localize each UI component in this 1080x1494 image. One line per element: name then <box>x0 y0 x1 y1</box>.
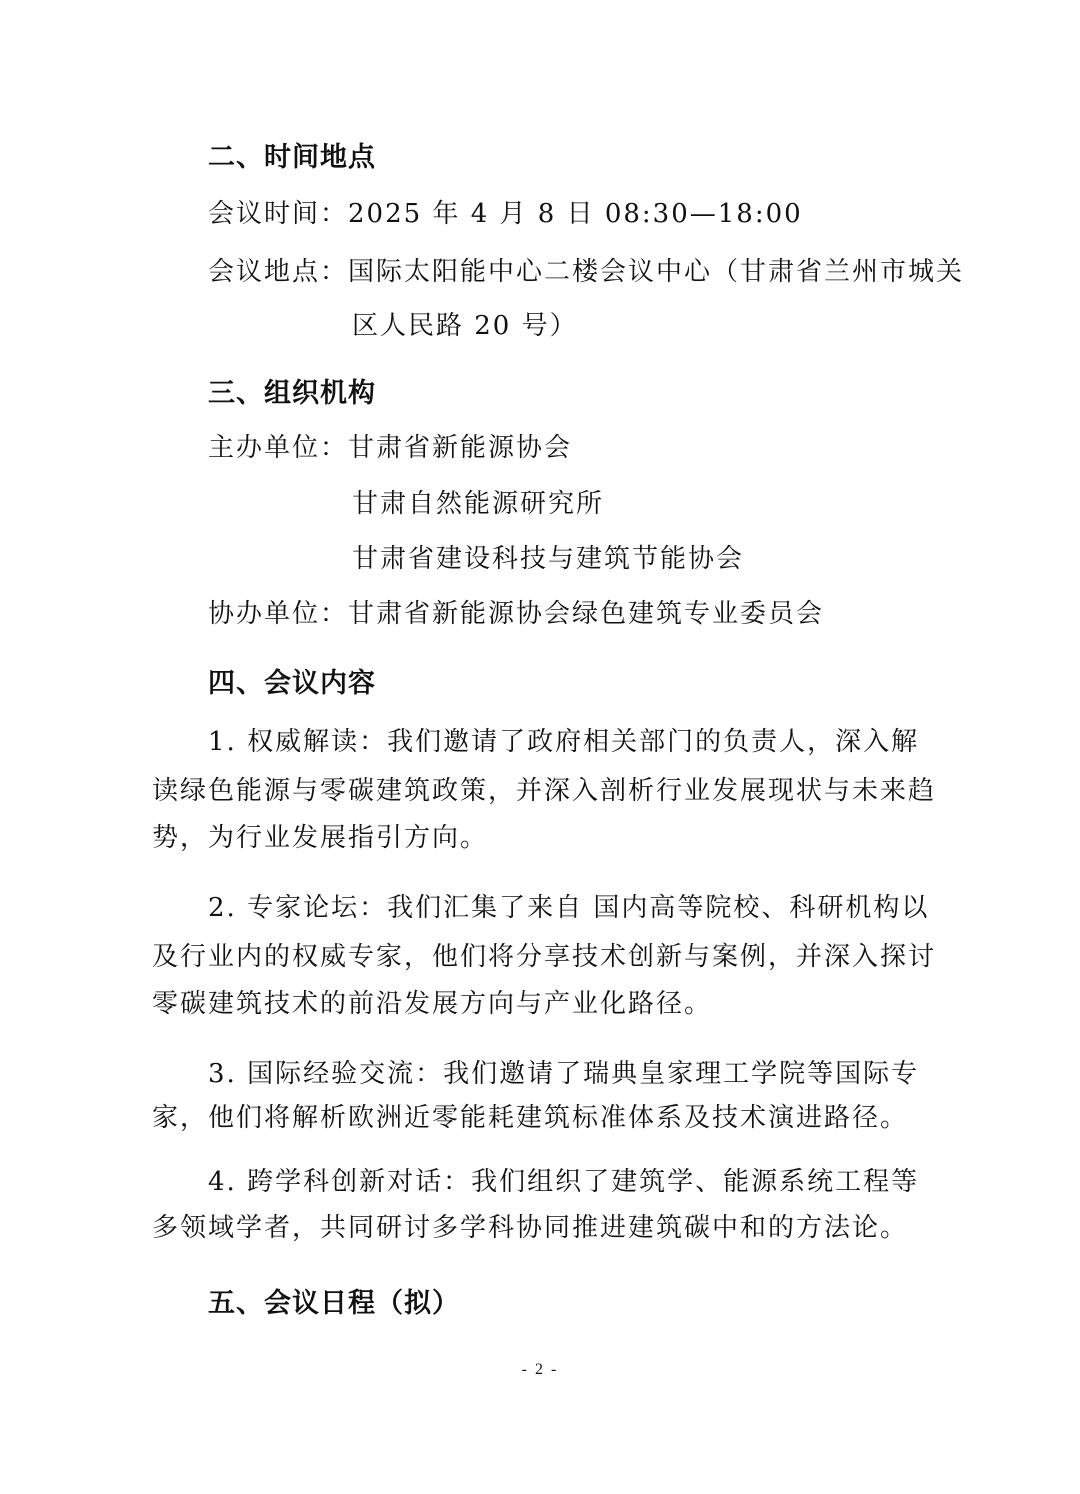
content-item-2-line1: 2. 专家论坛：我们汇集了来自 国内高等院校、科研机构以 <box>208 893 930 923</box>
content-item-1-line3: 势，为行业发展指引方向。 <box>152 823 489 853</box>
content-item-4-line1: 4. 跨学科创新对话：我们组织了建筑学、能源系统工程等 <box>208 1167 920 1197</box>
content-item-4-line2: 多领域学者，共同研讨多学科协同推进建筑碳中和的方法论。 <box>152 1213 909 1243</box>
content-item-2-line2: 及行业内的权威专家，他们将分享技术创新与案例，并深入探讨 <box>152 942 937 972</box>
meeting-place-line2: 区人民路 20 号） <box>352 311 578 341</box>
section-heading-schedule: 五、会议日程（拟） <box>208 1288 460 1319</box>
co-host-unit: 协办单位：甘肃省新能源协会绿色建筑专业委员会 <box>208 599 825 629</box>
meeting-place-line1: 会议地点：国际太阳能中心二楼会议中心（甘肃省兰州市城关 <box>208 257 965 287</box>
meeting-time: 会议时间：2025 年 4 月 8 日 08:30—18:00 <box>208 199 803 229</box>
content-item-2-line3: 零碳建筑技术的前沿发展方向与产业化路径。 <box>152 989 713 1019</box>
host-unit-1: 主办单位：甘肃省新能源协会 <box>208 433 573 463</box>
host-unit-2: 甘肃自然能源研究所 <box>352 489 605 519</box>
page-number: - 2 - <box>521 1361 559 1378</box>
content-item-3-line1: 3. 国际经验交流：我们邀请了瑞典皇家理工学院等国际专 <box>208 1059 920 1089</box>
section-heading-time-place: 二、时间地点 <box>208 142 376 173</box>
content-item-1-line1: 1. 权威解读：我们邀请了政府相关部门的负责人，深入解 <box>208 727 920 757</box>
host-unit-3: 甘肃省建设科技与建筑节能协会 <box>352 544 745 574</box>
content-item-1-line2: 读绿色能源与零碳建筑政策，并深入剖析行业发展现状与未来趋 <box>152 776 937 806</box>
section-heading-organization: 三、组织机构 <box>208 378 376 409</box>
section-heading-content: 四、会议内容 <box>208 668 376 699</box>
content-item-3-line2: 家，他们将解析欧洲近零能耗建筑标准体系及技术演进路径。 <box>152 1103 909 1133</box>
